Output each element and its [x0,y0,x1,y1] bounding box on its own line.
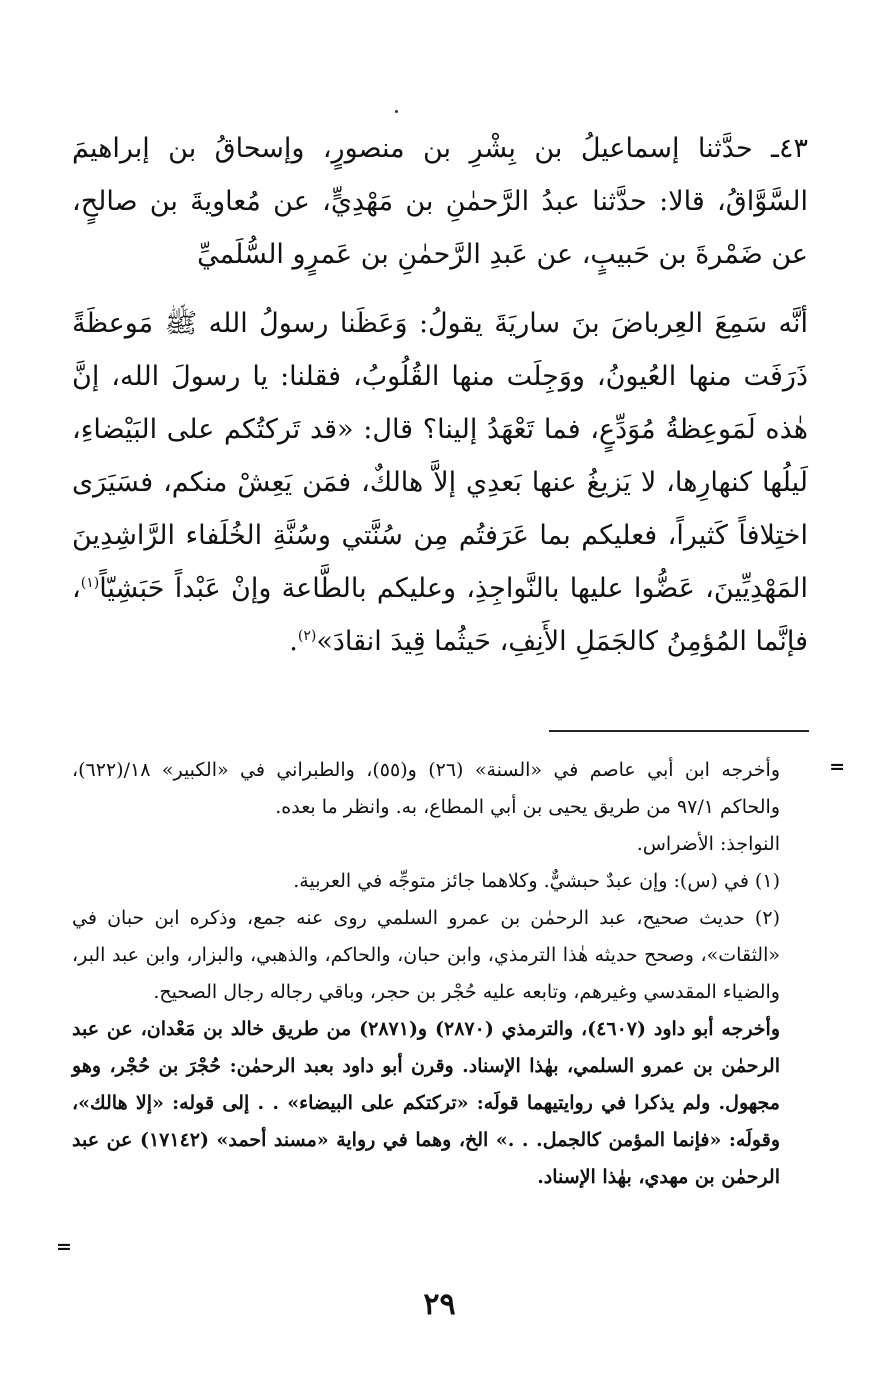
footnote-2-para-1: (٢) حديث صحيح، عبد الرحمٰن بن عمرو السلمي روى عنه جمع، وذكره ابن حبان في «الثقات»، وصحح حديثه هٰذا الترمذي، وابن حبان، والحاكم، والذهبي، والبزار، وابن عبد البر، والضياء المقدسي وغيرهم، وتابعه عليه حُجْر بن حجر، وباقي رجاله رجال الصحيح. [72,907,780,1003]
hadith-matn [72,297,808,668]
hadith-isnad: ٤٣ـ حدَّثنا إسماعيلُ بن بِشْرِ بن منصورٍ، وإسحاقُ بن إبراهيمَ السَّوَّاقُ، قالا: حدَّثنا عبدُ الرَّحمٰنِ بن مَهْدِيٍّ، عن مُعاويةَ بن صالحٍ، عن ضَمْرةَ بن حَبيبٍ، عن عَبدِ الرَّحمٰنِ بن عَمرٍو السُّلَميِّ [72,133,808,270]
footnote-separator [549,730,809,732]
footnotes [72,752,808,1196]
hadith-matn-part1: أنَّه سَمِعَ العِرباضَ بنَ ساريَةَ يقولُ: وَعَظَنا رسولُ الله ﷺ مَوعظَةً ذَرَفَت منها العُيونُ، ووَجِلَت منها القُلُوبُ، فقلنا: يا رسولَ الله، إنَّ هٰذه لَمَوعِظةُ مُوَدِّعٍ، فما تَعْهَدُ إلينا؟ قال: «قد تَركتُكم على البَيْضاءِ، لَيلُها كنهارِها، لا يَزيغُ عنها بَعدِي إلاَّ هالكٌ، فمَن يَعِشْ منكم، فسَيَرَى اختِلافاً كَثيراً، فعليكم بما عَرَفتُم مِن سُنَّتي وسُنَّةِ الخُلَفاء الرَّاشِدِينَ المَهْدِيِّينَ، عَضُّوا عليها بالنَّواجِذِ، وعليكم بالطَّاعة وإنْ عَبْداً حَبَشِيّاً [72,308,808,604]
footnote-gloss: النواجذ: الأضراس. [636,833,780,855]
continuation-marker: = [829,756,845,778]
footnote-ref-2: (٢) [297,628,317,644]
footnote-continuation: وأخرجه ابن أبي عاصم في «السنة» (٢٦) و(٥٥)، والطبراني في «الكبير» ١٨/(٦٢٢)، والحاكم ٩٧/١ من طريق يحيى بن أبي المطاع، به. وانظر ما بعده. [72,759,780,818]
hadith-matn-end: . [289,626,298,657]
footnote-1: (١) في (س): وإن عبدٌ حبشيٌّ. وكلاهما جائز متوجِّه في العربية. [293,870,780,892]
hadith-body [72,122,808,668]
decorative-dot [395,110,398,113]
footnote-ref-1: (١) [80,575,100,591]
continues-marker: = [56,1236,72,1258]
hadith-matn-part2: ، فإنَّما المُؤمِنُ كالجَمَلِ الأَنِفِ، حَيثُما قِيدَ انقادَ» [72,573,808,657]
footnote-2-para-2: وأخرجه أبو داود (٤٦٠٧)، والترمذي (٢٨٧٠) و(٢٨٧١) من طريق خالد بن مَعْدان، عن عبد الرحمٰن بن عمرو السلمي، بهٰذا الإسناد. وقرن أبو داود بعبد الرحمٰن: حُجْرَ بن حُجْر، وهو مجهول. ولم يذكرا في روايتيهما قولَه: «تركتكم على البيضاء» . . إلى قوله: «إلا هالك»، وقولَه: «فإنما المؤمن كالجمل. . .» الخ، وهما في رواية «مسند أحمد» (١٧١٤٢) عن عبد الرحمٰن بن مهدي، بهٰذا الإسناد. [72,1018,780,1188]
page-number: ٢٩ [423,1287,456,1322]
